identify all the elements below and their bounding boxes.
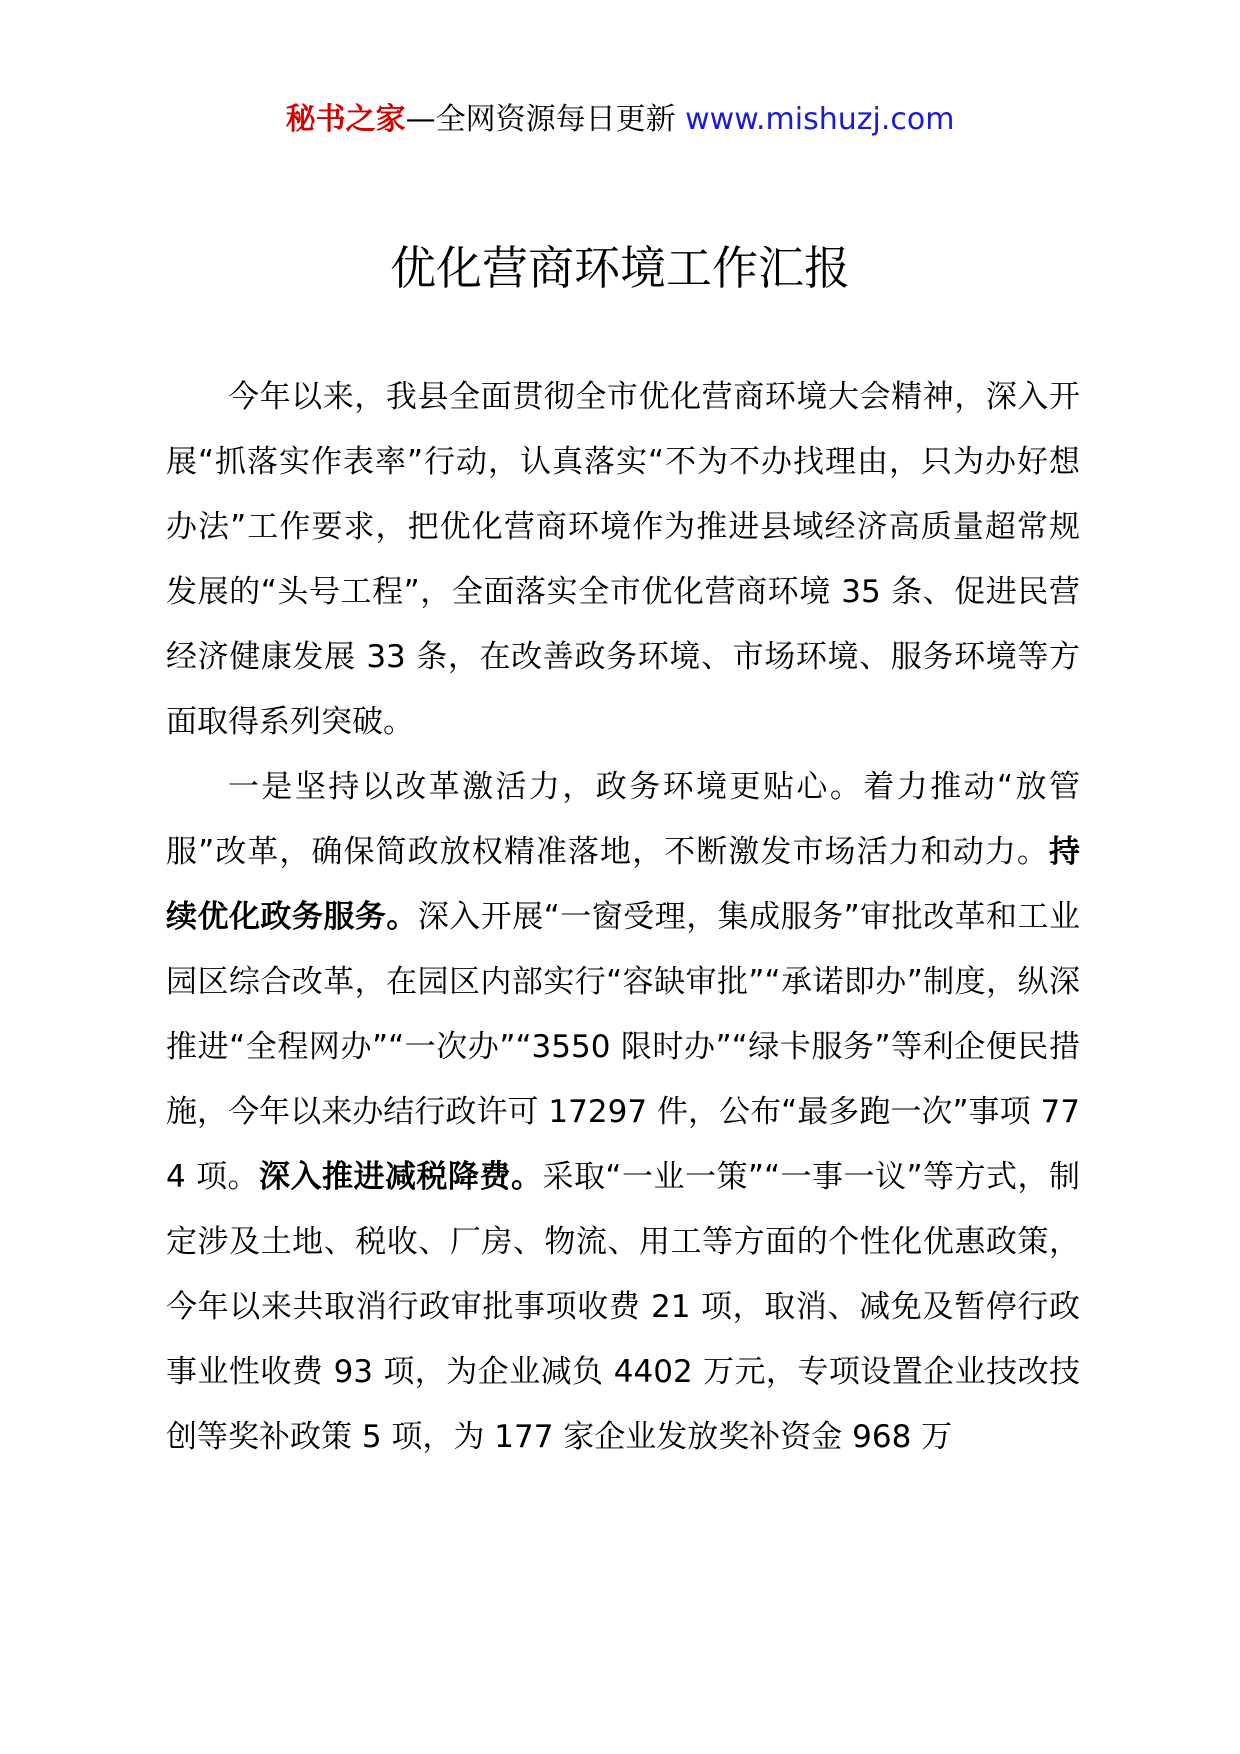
section-one-paragraph [166, 755, 1080, 1470]
document-title: 优化营商环境工作汇报 [390, 241, 850, 295]
section-one-lead: 一是坚持以改革激活力，政务环境更贴心。 [228, 769, 864, 805]
site-tagline: —全网资源每日更新 [405, 102, 686, 137]
section-one-intro: 着力推动“放管服”改革，确保简政放权精准落地，不断激发市场活力和动力。 [166, 769, 1080, 870]
site-header [0, 98, 1240, 142]
document-body [166, 365, 1080, 1470]
intro-paragraph: 今年以来，我县全面贯彻全市优化营商环境大会精神，深入开展“抓落实作表率”行动，认真落实“不为不办找理由，只为办好想办法”工作要求，把优化营商环境作为推进县域经济高质量超常规发展的“头号工程”，全面落实全市优化营商环境 35 条、促进民营经济健康发展 33 条，在改善政务环境、市场环境、服务环境等方面取得系列突破。 [166, 379, 1080, 740]
site-url-link[interactable]: www.mishuzj.com [685, 102, 955, 137]
tax-reduction-text: 采取“一业一策”“一事一议”等方式，制定涉及土地、税收、厂房、物流、用工等方面的个性化优惠政策，今年以来共取消行政审批事项收费 21 项，取消、减免及暂停行政事业性收费 93 项，为企业减负 4402 万元，专项设置企业技改技创等奖补政策 5 项，为 177 家企业发放奖补资金 968 万 [166, 1159, 1080, 1455]
site-brand: 秘书之家 [285, 102, 406, 137]
gov-services-text: 深入开展“一窗受理，集成服务”审批改革和工业园区综合改革，在园区内部实行“容缺审批”“承诺即办”制度，纵深推进“全程网办”“一次办”“3550 限时办”“绿卡服务”等利企便民措施，今年以来办结行政许可 17297 件，公布“最多跑一次”事项 774 项。 [166, 899, 1080, 1195]
subheading-gov-services: 持续优化政务服务。 [166, 834, 1080, 935]
subheading-tax-reduction: 深入推进减税降费。 [259, 1159, 543, 1195]
